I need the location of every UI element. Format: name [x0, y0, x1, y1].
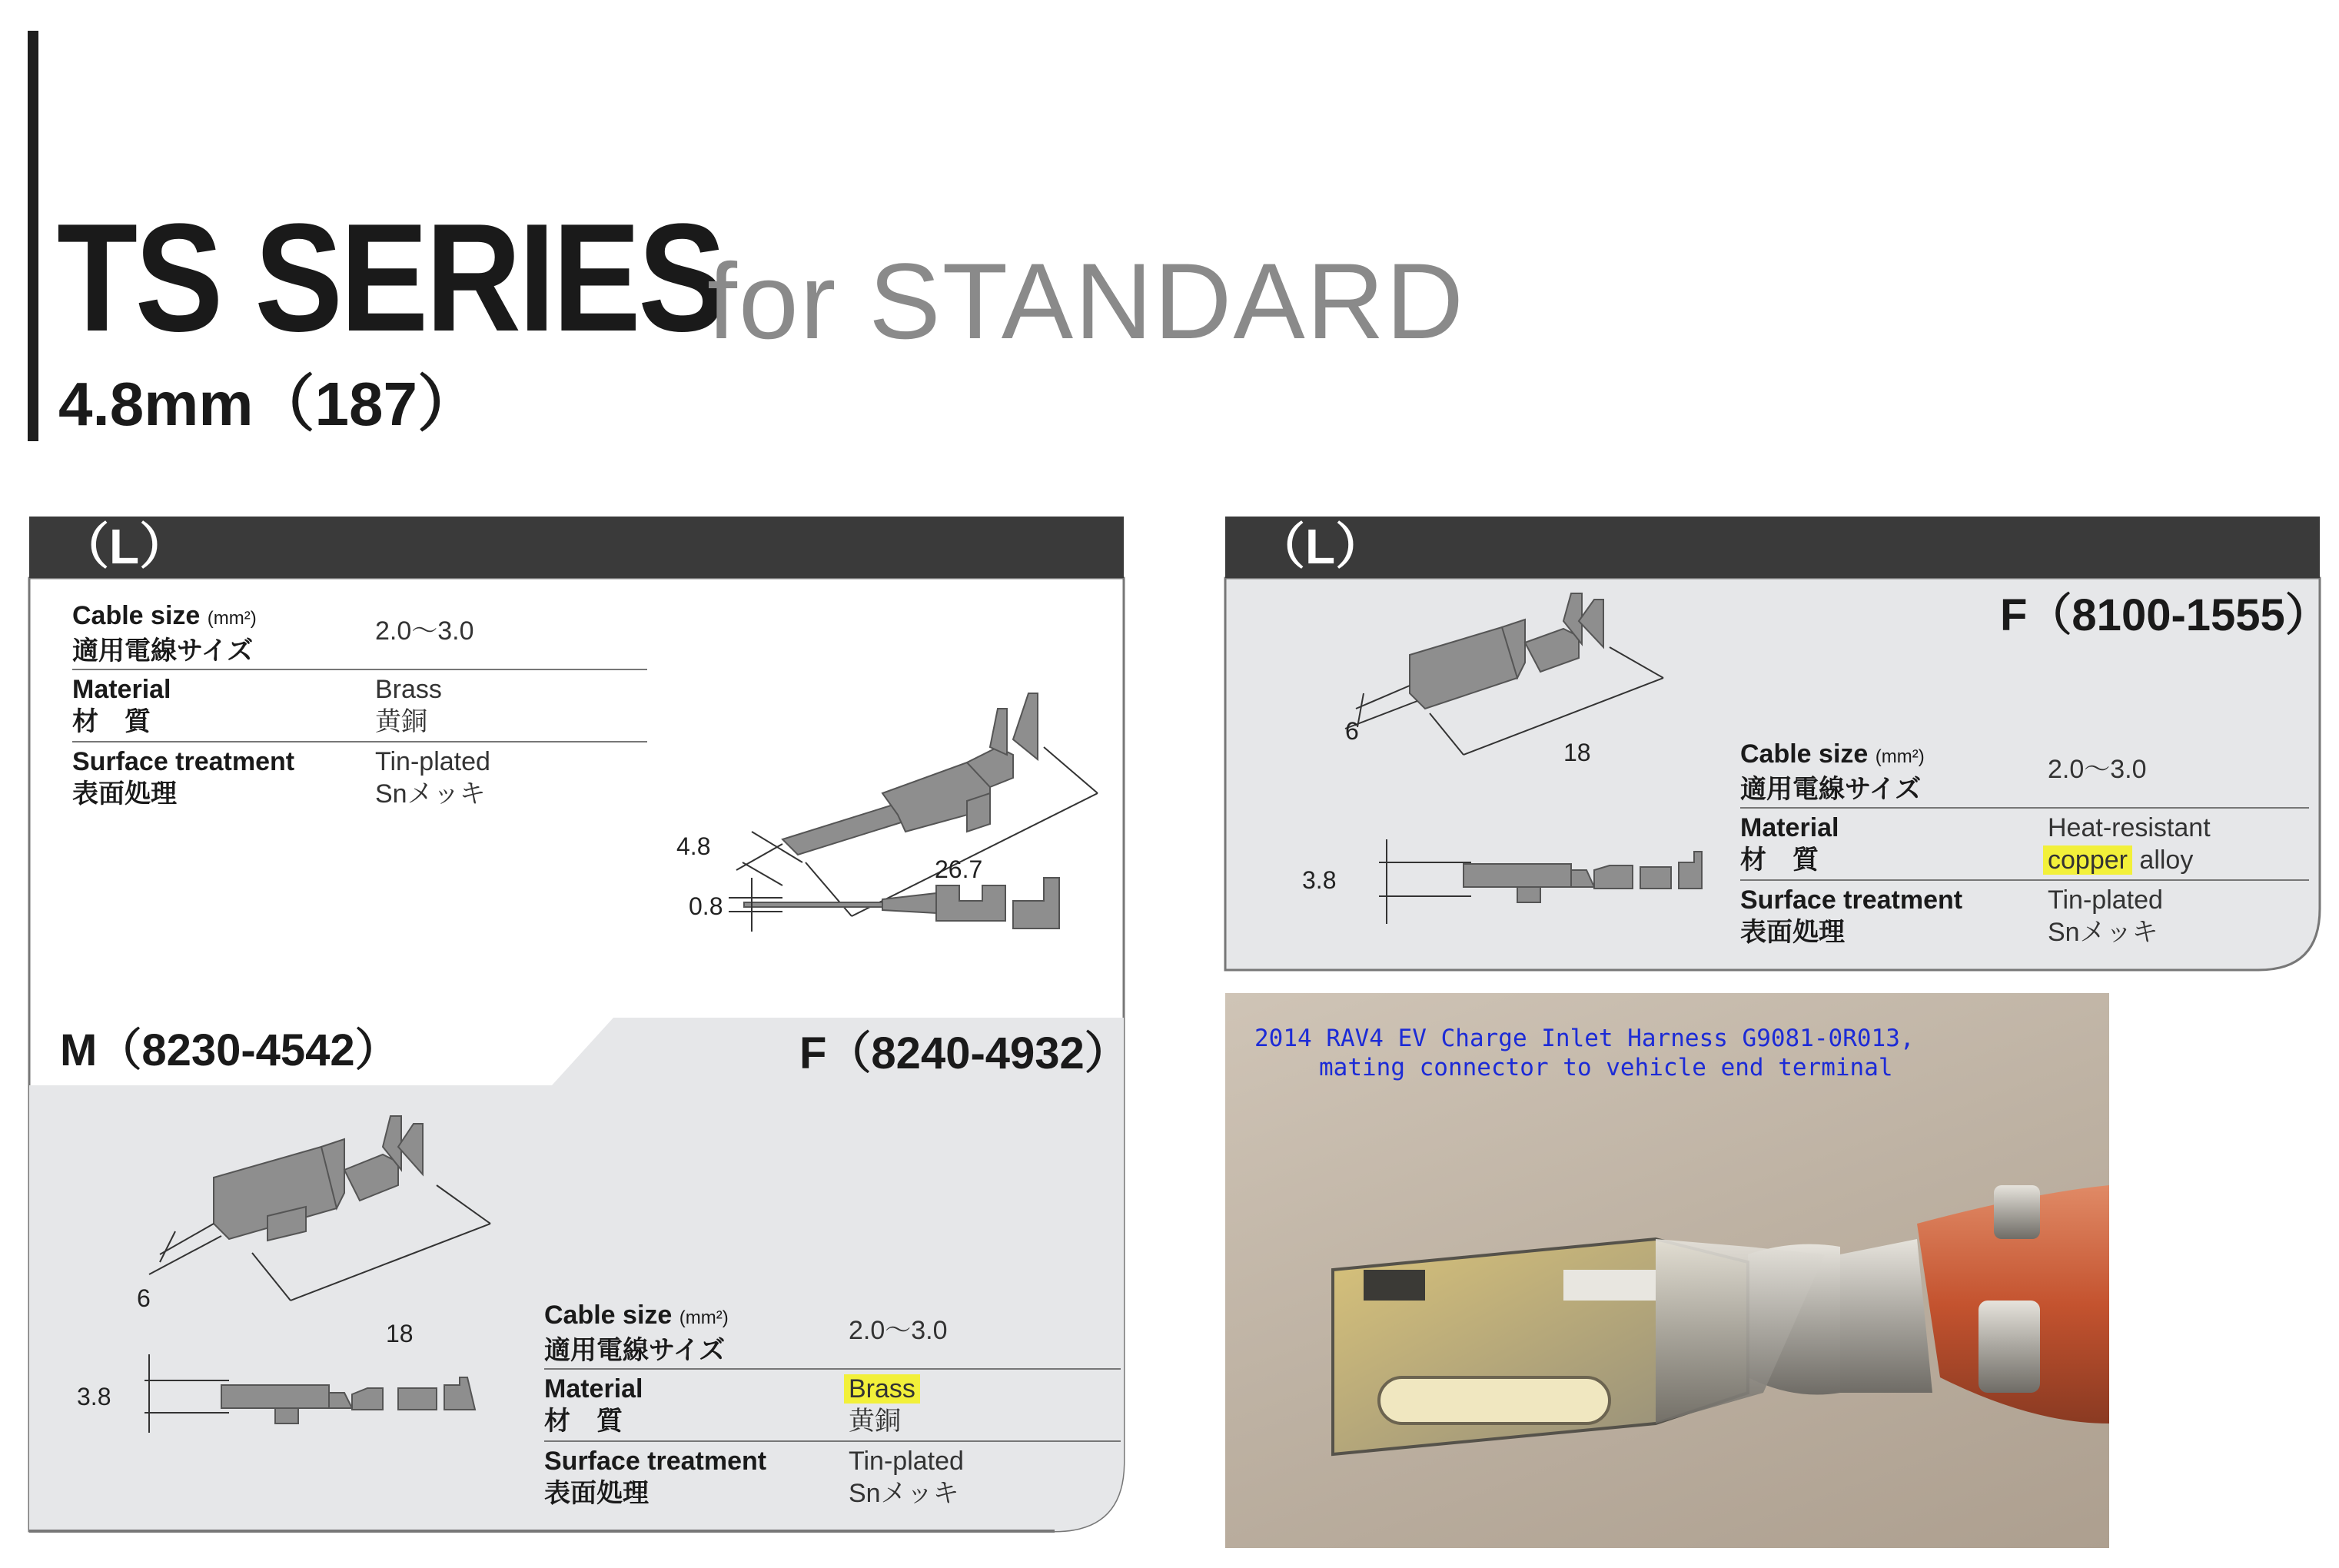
right-cable-size-unit: (mm²): [1875, 746, 1925, 767]
surface-jp: 表面処理: [72, 779, 177, 809]
material-value-jp: 黄銅: [375, 707, 427, 736]
right-spec-table: [1740, 738, 2309, 968]
right-panel: [1225, 517, 2330, 972]
left-panel: [29, 517, 1129, 1531]
male-terminal-iso: [782, 693, 1038, 855]
material-jp: 材 質: [72, 707, 151, 736]
cable-size-unit: (mm²): [207, 608, 257, 629]
right-material-label: Material: [1740, 813, 1839, 842]
male-part-code: M（8230-4542）: [60, 1025, 400, 1075]
right-cable-size-value: 2.0〜3.0: [2048, 755, 2147, 784]
female-dim-height: 3.8: [77, 1383, 111, 1410]
right-material-jp: 材 質: [1740, 845, 1819, 875]
photo-caption-line2: mating connector to vehicle end terminal: [1319, 1054, 1893, 1081]
right-surface-jp: 表面処理: [1740, 918, 1845, 947]
right-panel-header: [1225, 517, 2320, 578]
surface-value: Tin-plated: [375, 747, 490, 776]
female-material-jp: 材 質: [544, 1407, 623, 1436]
material-label: Material: [72, 675, 171, 704]
series-title: TS SERIES: [57, 192, 724, 364]
title-accent-bar: [28, 31, 38, 441]
right-cable-size-label: Cable size: [1740, 739, 1869, 769]
female-terminal-side-view: [75, 1347, 506, 1439]
right-dim-length: 18: [1563, 739, 1591, 766]
female-surface-jp: 表面処理: [544, 1479, 649, 1508]
spec-row-surface: [72, 742, 647, 813]
female-cable-size-value: 2.0〜3.0: [849, 1316, 948, 1345]
terminal-photo: [1225, 993, 2109, 1548]
left-panel-badge: （L）: [60, 519, 189, 574]
right-dim-width: 6: [1345, 717, 1359, 745]
terminal-size: 4.8mm（187）: [58, 370, 479, 438]
female-part-code: F（8240-4932）: [799, 1028, 1129, 1078]
right-terminal-drawing: [1271, 593, 1702, 770]
surface-value-jp: Snメッキ: [375, 779, 486, 809]
right-spec-row-surface: [1740, 881, 2309, 952]
right-terminal-side-view: [1271, 839, 1702, 939]
material-value: Brass: [375, 675, 442, 704]
right-cable-size-jp: 適用電線サイズ: [1740, 775, 1922, 804]
surface-label: Surface treatment: [72, 747, 295, 776]
female-spec-row-surface: [544, 1442, 1121, 1513]
cable-size-value: 2.0〜3.0: [375, 616, 474, 646]
cable-size-label: Cable size: [72, 601, 201, 630]
right-spec-row-cable: [1740, 738, 2309, 809]
female-dim-length: 18: [386, 1320, 414, 1347]
right-material-value: Heat-resistant: [2048, 813, 2211, 842]
spec-row-material: [72, 670, 647, 742]
female-surface-label: Surface treatment: [544, 1447, 767, 1476]
female-surface-value-jp: Snメッキ: [849, 1479, 959, 1508]
dim-length: 26.7: [935, 855, 983, 883]
cable-size-jp: 適用電線サイズ: [72, 636, 254, 666]
photo-caption: [1254, 1024, 1915, 1082]
female-cable-size-jp: 適用電線サイズ: [544, 1336, 726, 1365]
female-cable-size-label: Cable size: [544, 1301, 673, 1330]
female-terminal-drawing: [75, 1116, 506, 1347]
female-material-label: Material: [544, 1374, 643, 1404]
female-spec-row-material: [544, 1370, 1121, 1442]
right-female-part-code: F（8100-1555）: [2000, 590, 2330, 640]
female-spec-row-cable: [544, 1299, 1121, 1370]
photo-caption-line1: 2014 RAV4 EV Charge Inlet Harness G9081-0R013,: [1254, 1025, 1915, 1052]
right-surface-value: Tin-plated: [2048, 885, 2163, 915]
left-panel-header: [29, 517, 1124, 578]
male-terminal-side-view: [660, 855, 1121, 947]
female-material-value-highlighted: Brass: [844, 1374, 920, 1404]
spec-row-cable: [72, 600, 647, 670]
series-subtitle: for STANDARD: [707, 241, 1465, 361]
right-surface-label: Surface treatment: [1740, 885, 1963, 915]
right-spec-row-material: [1740, 809, 2309, 881]
right-surface-value-jp: Snメッキ: [2048, 918, 2158, 947]
female-spec-table: [544, 1299, 1121, 1530]
right-panel-badge: （L）: [1256, 519, 1385, 574]
right-dim-height: 3.8: [1302, 866, 1337, 894]
female-dim-width: 6: [137, 1284, 151, 1312]
dim-width: 4.8: [676, 832, 711, 860]
female-cable-size-unit: (mm²): [679, 1307, 729, 1328]
dim-thickness: 0.8: [689, 892, 723, 920]
left-spec-table: [72, 600, 647, 830]
female-material-value-jp: 黄銅: [849, 1407, 901, 1436]
female-surface-value: Tin-plated: [849, 1447, 964, 1476]
right-material-copper-highlighted: copper: [2043, 845, 2132, 875]
right-material-alloy: alloy: [2131, 845, 2194, 875]
